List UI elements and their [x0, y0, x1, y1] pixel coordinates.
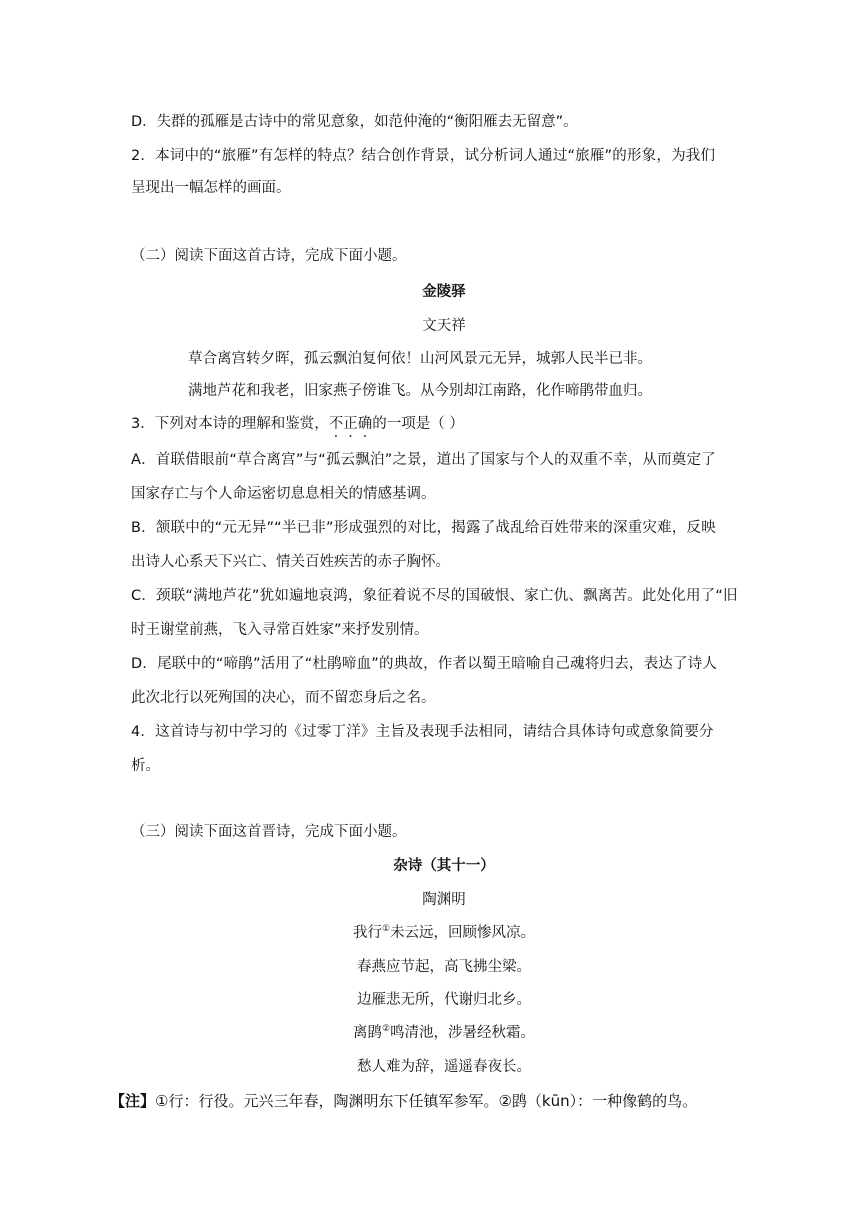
poem-3-author: 陶渊明: [422, 892, 466, 908]
q2-line-2: 呈现出一幅怎样的画面。: [131, 180, 291, 196]
q3-stem-after: 的一项是（ ）: [372, 416, 464, 432]
q3-option-a-line-1: A．首联借眼前“草合离宫”与“孤云飘泊”之景，道出了国家与个人的双重不幸，从而奠定了: [131, 452, 716, 468]
poem-3-line-5: 愁人难为辞，遥遥春夜长。: [357, 1059, 531, 1075]
q3-emphasis-char: 确: [357, 416, 373, 432]
q3-emphasis-char: 正: [343, 416, 358, 432]
q3-option-d-line-1: D．尾联中的“啼鹃”活用了“杜鹃啼血”的典故，作者以蜀王暗喻自己魂将归去，表达了诗人: [131, 656, 718, 672]
q3-option-a-line-2: 国家存亡与个人命运密切息息相关的情感基调。: [131, 486, 436, 502]
poem-3-line-1: 我行①未云远，回顾惨风凉。: [352, 924, 536, 941]
q3-option-b-line-2: 出诗人心系天下兴亡、情关百姓疾苦的赤子胸怀。: [131, 554, 450, 570]
note-text: ①行：行役。元兴三年春，陶渊明东下任镇军参军。②鹍（kūn）：一种像鹤的鸟。: [155, 1092, 698, 1110]
note-label: 【注】: [110, 1092, 156, 1110]
q4-line-1: 4．这首诗与初中学习的《过零丁洋》主旨及表现手法相同，请结合具体诗句或意象简要分: [131, 724, 714, 740]
poem-2-title: 金陵驿: [422, 284, 466, 300]
q3-emphasis-char: 不: [328, 416, 344, 432]
poem-2-line-2: 满地芦花和我老，旧家燕子傍谁飞。从今别却江南路，化作啼鹃带血归。: [188, 383, 652, 399]
poem-3-line-2: 春燕应节起，高飞拂尘梁。: [357, 959, 531, 975]
section-3-intro: （三）阅读下面这首晋诗，完成下面小题。: [131, 824, 407, 840]
q2-line-1: 2．本词中的“旅雁”有怎样的特点？结合创作背景，试分析词人通过“旅雁”的形象，为我们: [131, 148, 716, 164]
footnote-marker: ②: [381, 1024, 391, 1034]
footnote-marker: ①: [381, 924, 391, 934]
q1-option-d: D．失群的孤雁是古诗中的常见意象，如范仲淹的“衡阳雁去无留意”。: [131, 114, 578, 130]
poem-3-note: [110, 1091, 760, 1111]
q3-option-c-line-2: 时王谢堂前燕，飞入寻常百姓家”来抒发别情。: [131, 622, 429, 638]
poem-3-title: 杂诗（其十一）: [393, 858, 495, 874]
poem-2-line-1: 草合离宫转夕晖，孤云飘泊复何依！山河风景元无异，城郭人民半已非。: [188, 351, 652, 367]
q3-stem-before: 3．下列对本诗的理解和鉴赏，: [131, 416, 329, 432]
poem-2-author: 文天祥: [422, 318, 466, 334]
poem-3-line-3: 边雁悲无所，代谢归北乡。: [357, 992, 531, 1008]
section-2-intro: （二）阅读下面这首古诗，完成下面小题。: [131, 248, 407, 264]
q3-option-c-line-1: C．颈联“满地芦花”犹如遍地哀鸿，象征着说不尽的国破恨、家亡仇、飘离苦。此处化用了“旧: [131, 588, 738, 604]
q3-option-d-line-2: 此次北行以死殉国的决心，而不留恋身后之名。: [131, 690, 436, 706]
q3-option-b-line-1: B．颔联中的“元无异”“半已非”形成强烈的对比，揭露了战乱给百姓带来的深重灾难，反映: [131, 520, 716, 536]
q4-line-2: 析。: [131, 758, 160, 774]
q3-stem: [131, 414, 771, 434]
poem-3-line-4: 离鹍②鸣清池，涉暑经秋霜。: [352, 1024, 536, 1041]
